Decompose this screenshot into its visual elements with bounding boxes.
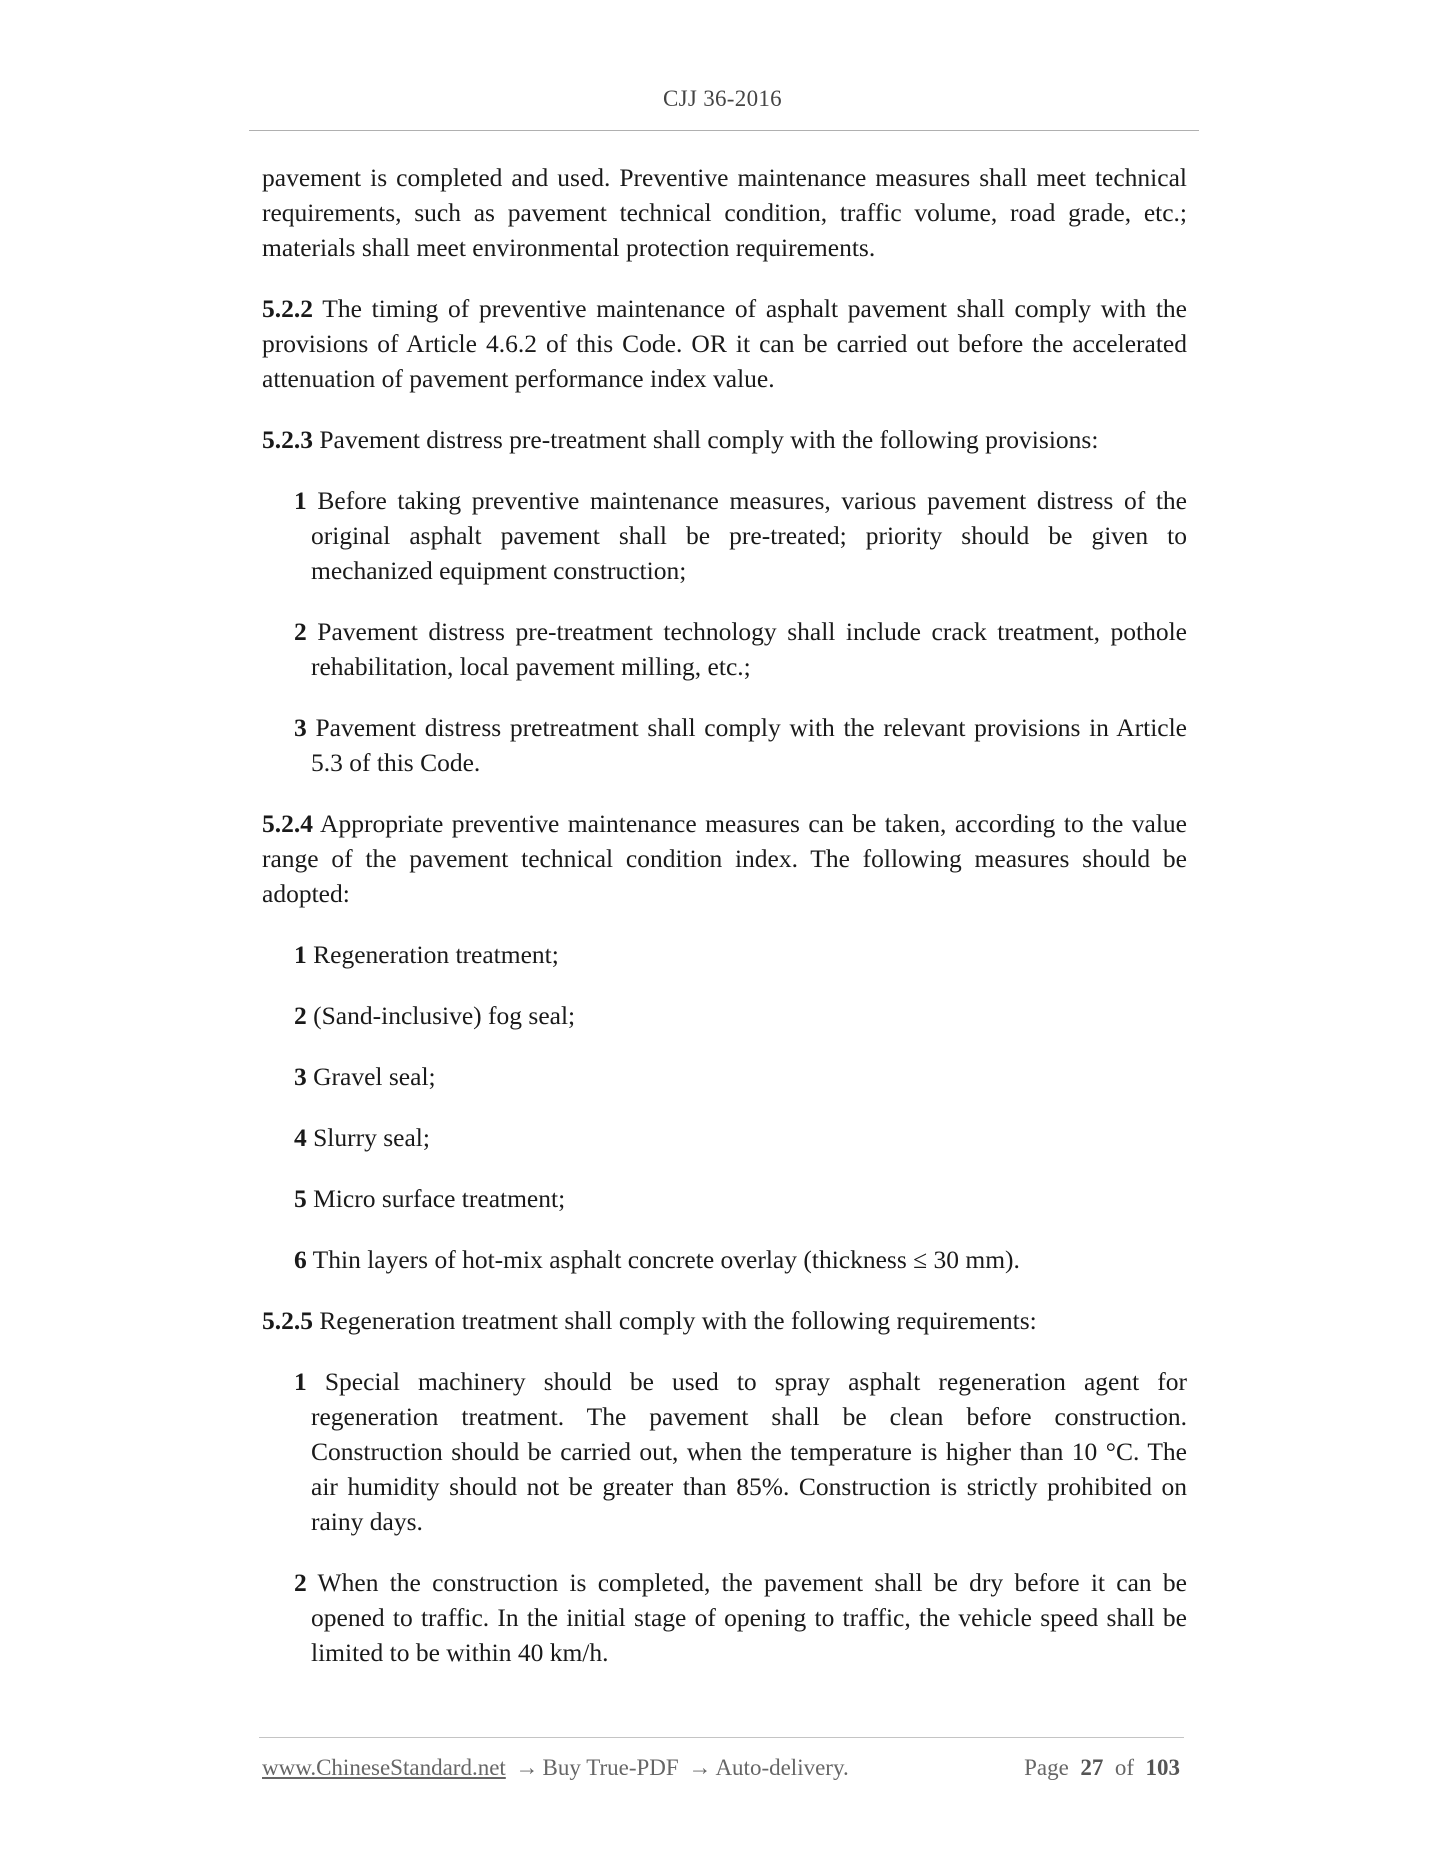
list-item	[294, 1242, 1187, 1277]
clause-text: Appropriate preventive maintenance measures can be taken, according to the value range of the pavement technical condition index. The following measures should be adopted:	[262, 809, 1187, 908]
item-text: Micro surface treatment;	[306, 1184, 566, 1213]
item-number: 2	[294, 1001, 307, 1030]
of-label: of	[1114, 1755, 1134, 1780]
page-content	[262, 160, 1187, 1696]
clause-5-2-5	[262, 1303, 1187, 1338]
item-text: Slurry seal;	[306, 1123, 430, 1152]
clause-text: Pavement distress pre-treatment shall comply with the following provisions:	[313, 425, 1099, 454]
list-item	[294, 1059, 1187, 1094]
list-item	[294, 1120, 1187, 1155]
clause-5-2-3	[262, 422, 1187, 457]
footer-divider	[259, 1737, 1184, 1738]
list-item	[294, 1181, 1187, 1216]
buy-text: Buy True-PDF	[542, 1755, 679, 1780]
list-item	[294, 1565, 1187, 1670]
item-number: 2	[294, 617, 307, 646]
item-text: (Sand-inclusive) fog seal;	[306, 1001, 576, 1030]
page-label: Page	[1024, 1755, 1069, 1780]
item-number: 3	[294, 713, 307, 742]
item-number: 4	[294, 1123, 307, 1152]
clause-text: Regeneration treatment shall comply with the following requirements:	[313, 1306, 1037, 1335]
intro-paragraph: pavement is completed and used. Preventive maintenance measures shall meet technical requirements, such as pavement technical condition, traffic volume, road grade, etc.; materials shall meet environmental protection requirements.	[262, 163, 1187, 262]
clause-5-2-4	[262, 806, 1187, 911]
item-number: 1	[294, 940, 307, 969]
item-text: Before taking preventive maintenance measures, various pavement distress of the original asphalt pavement shall be pre-treated; priority should be given to mechanized equipment construction;	[306, 486, 1187, 585]
item-number: 1	[294, 486, 307, 515]
clause-5-2-2	[262, 291, 1187, 396]
clause-text: The timing of preventive maintenance of asphalt pavement shall comply with the provisions of Article 4.6.2 of this Code. OR it can be carried out before the accelerated attenuation of pavement performance index value.	[262, 294, 1187, 393]
document-code: CJJ 36-2016	[663, 86, 782, 111]
clause-number: 5.2.2	[262, 294, 313, 323]
list-item	[294, 710, 1187, 780]
item-number: 2	[294, 1568, 307, 1597]
website-link[interactable]: www.ChineseStandard.net	[262, 1755, 506, 1780]
item-number: 1	[294, 1367, 307, 1396]
page-number: 27	[1080, 1755, 1104, 1780]
item-text: Gravel seal;	[306, 1062, 436, 1091]
item-text: Thin layers of hot-mix asphalt concrete overlay (thickness ≤ 30 mm).	[306, 1245, 1020, 1274]
clause-number: 5.2.5	[262, 1306, 313, 1335]
footer-promo	[262, 1755, 849, 1781]
item-number: 5	[294, 1184, 307, 1213]
delivery-text: Auto-delivery.	[715, 1755, 849, 1780]
item-number: 3	[294, 1062, 307, 1091]
item-text: Pavement distress pre-treatment technology shall include crack treatment, pothole rehabilitation, local pavement milling, etc.;	[306, 617, 1187, 681]
arrow-right-icon: →	[688, 1755, 712, 1780]
header-divider	[249, 130, 1199, 131]
page-total: 103	[1145, 1755, 1180, 1780]
item-text: Special machinery should be used to spray asphalt regeneration agent for regeneration treatment. The pavement shall be clean before construction. Construction should be carried out, when the temperature is higher than 10 °C. The air humidity should not be greater than 85%. Construction is strictly prohibited on rainy days.	[306, 1367, 1187, 1536]
list-item	[294, 614, 1187, 684]
list-item	[294, 1364, 1187, 1539]
item-text: Pavement distress pretreatment shall comply with the relevant provisions in Article 5.3 of this Code.	[306, 713, 1187, 777]
list-item	[294, 483, 1187, 588]
clause-number: 5.2.3	[262, 425, 313, 454]
page-counter	[1024, 1755, 1180, 1781]
arrow-right-icon: →	[515, 1755, 539, 1780]
item-text: Regeneration treatment;	[306, 940, 559, 969]
list-item	[294, 937, 1187, 972]
clause-number: 5.2.4	[262, 809, 313, 838]
list-item	[294, 998, 1187, 1033]
item-number: 6	[294, 1245, 307, 1274]
item-text: When the construction is completed, the pavement shall be dry before it can be opened to traffic. In the initial stage of opening to traffic, the vehicle speed shall be limited to be within 40 km/h.	[306, 1568, 1187, 1667]
